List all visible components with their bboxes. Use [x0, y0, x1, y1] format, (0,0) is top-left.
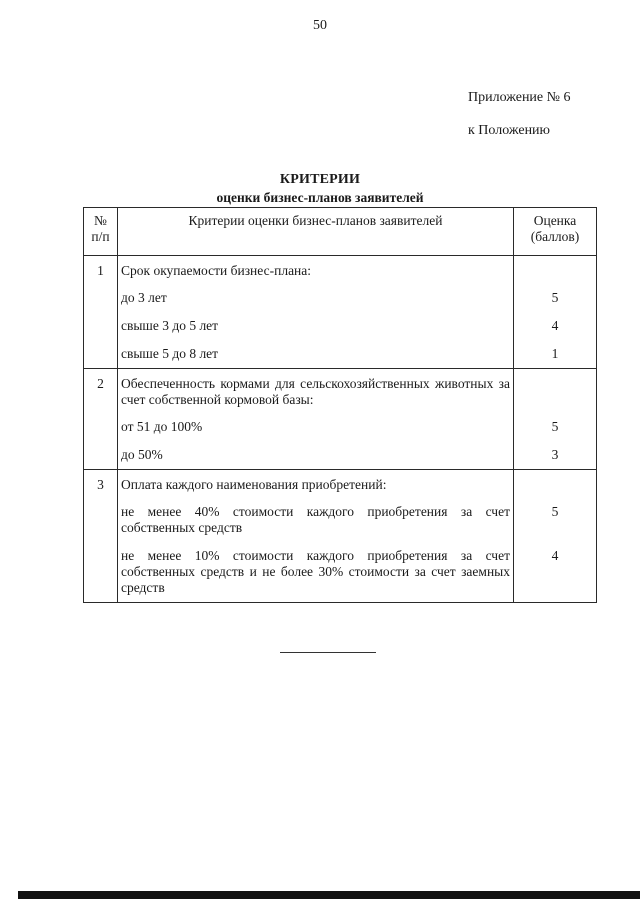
- criterion-text: до 3 лет: [118, 279, 514, 306]
- criterion-text: не менее 40% стоимости каждого приобретения за счет собственных средств: [118, 493, 514, 536]
- header-number: № п/п: [84, 208, 118, 256]
- table-row: [84, 408, 597, 435]
- criterion-text: от 51 до 100%: [118, 408, 514, 435]
- criterion-score: 3: [514, 435, 597, 470]
- group-title: Обеспеченность кормами для сельскохозяйственных животных за счет собственной кормовой базы:: [118, 369, 514, 409]
- criterion-text: до 50%: [118, 435, 514, 470]
- table-row: [84, 334, 597, 369]
- criterion-text: свыше 5 до 8 лет: [118, 334, 514, 369]
- criterion-score: 1: [514, 334, 597, 369]
- number-cell-empty: [84, 306, 118, 334]
- signature-divider: [280, 652, 376, 653]
- header-score: Оценка (баллов): [514, 208, 597, 256]
- criteria-table: [83, 207, 597, 603]
- group-title: Оплата каждого наименования приобретений:: [118, 470, 514, 494]
- document-subtitle: оценки бизнес-планов заявителей: [216, 190, 424, 205]
- criterion-score: 4: [514, 536, 597, 603]
- criterion-score: 5: [514, 408, 597, 435]
- score-cell-empty: [514, 369, 597, 409]
- table-header-row: [84, 208, 597, 256]
- criterion-score: 4: [514, 306, 597, 334]
- group-3-title-row: [84, 470, 597, 494]
- table-row: [84, 536, 597, 603]
- table-row: [84, 279, 597, 306]
- criterion-score: 5: [514, 493, 597, 536]
- group-title: Срок окупаемости бизнес-плана:: [118, 256, 514, 280]
- group-number: 2: [84, 369, 118, 409]
- criterion-text: свыше 3 до 5 лет: [118, 306, 514, 334]
- appendix-reference: к Положению: [468, 123, 551, 138]
- scan-edge-bar: [18, 891, 640, 899]
- number-cell-empty: [84, 334, 118, 369]
- number-cell-empty: [84, 435, 118, 470]
- group-1-title-row: [84, 256, 597, 280]
- appendix-label: Приложение № 6: [468, 90, 571, 105]
- header-criteria: Критерии оценки бизнес-планов заявителей: [118, 208, 514, 256]
- group-2-title-row: [84, 369, 597, 409]
- score-cell-empty: [514, 470, 597, 494]
- table-row: [84, 435, 597, 470]
- criterion-text: не менее 10% стоимости каждого приобретения за счет собственных средств и не более 30% стоимости за счет заемных средств: [118, 536, 514, 603]
- page-number: 50: [313, 18, 327, 33]
- table-row: [84, 306, 597, 334]
- number-cell-empty: [84, 408, 118, 435]
- number-cell-empty: [84, 493, 118, 536]
- criterion-score: 5: [514, 279, 597, 306]
- group-number: 1: [84, 256, 118, 280]
- table-body: [84, 256, 597, 603]
- document-title: КРИТЕРИИ: [279, 172, 361, 187]
- group-number: 3: [84, 470, 118, 494]
- number-cell-empty: [84, 279, 118, 306]
- number-cell-empty: [84, 536, 118, 603]
- table-header: [84, 208, 597, 256]
- score-cell-empty: [514, 256, 597, 280]
- table-row: [84, 493, 597, 536]
